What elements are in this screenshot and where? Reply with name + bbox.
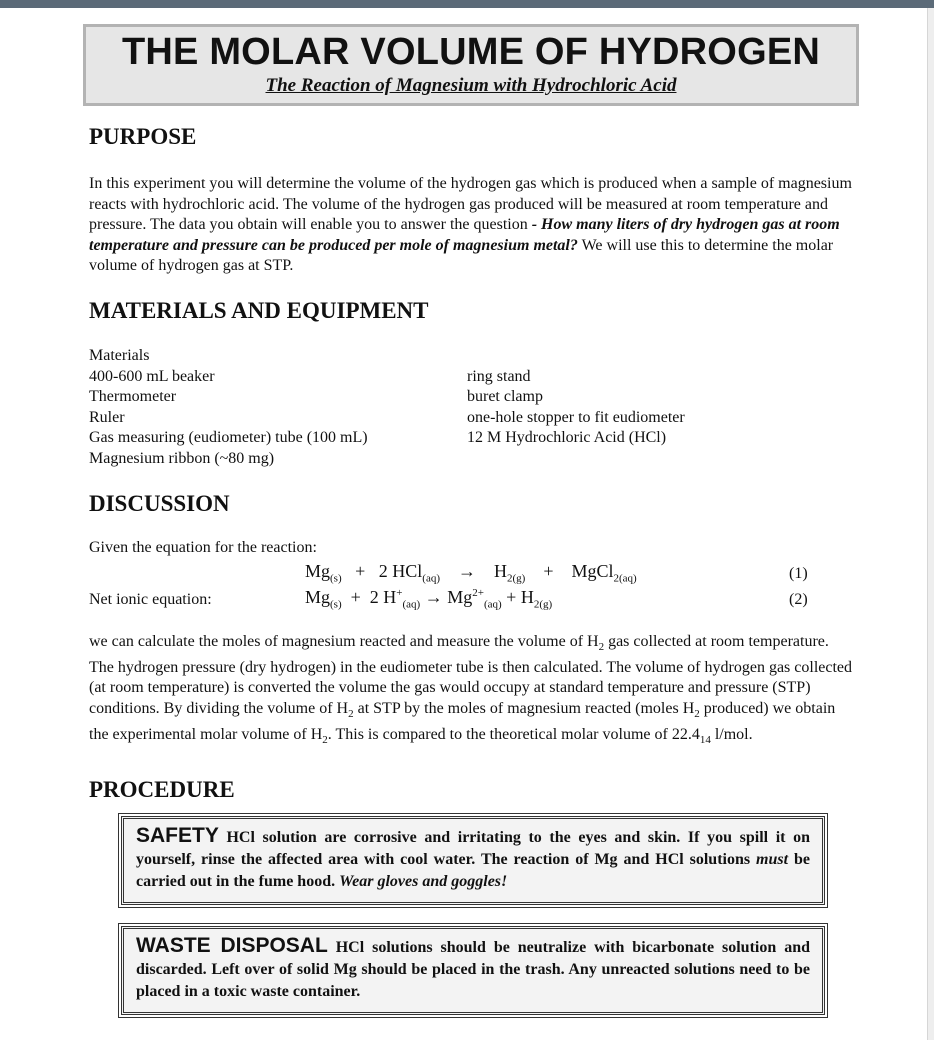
discussion-text: produced) we obtain the experimental molar volume of H bbox=[89, 699, 836, 743]
eq1-mgcl: MgCl bbox=[571, 561, 614, 581]
eq2-h2-state: 2(g) bbox=[533, 598, 553, 611]
purpose-text-2: We will use this to determine the molar volume of hydrogen gas at STP. bbox=[89, 236, 834, 275]
eq2-state-s: (s) bbox=[330, 598, 342, 611]
eq1-plus: + bbox=[355, 561, 366, 581]
page-subtitle: The Reaction of Magnesium with Hydrochloric Acid bbox=[265, 75, 677, 96]
subscript: 2 bbox=[348, 708, 354, 721]
net-ionic-label: Net ionic equation: bbox=[89, 591, 212, 608]
discussion-text: we can calculate the moles of magnesium reacted and measure the volume of H bbox=[89, 633, 599, 650]
equation-2-number: (2) bbox=[789, 591, 808, 608]
safety-text: be carried out in the fume hood. bbox=[136, 851, 811, 890]
purpose-heading: PURPOSE bbox=[89, 124, 197, 149]
subscript: 2 bbox=[598, 641, 605, 654]
subscript: 14 bbox=[699, 733, 711, 746]
eq1-hcl: HCl bbox=[392, 561, 423, 581]
eq2-h2: H bbox=[520, 587, 534, 607]
scrollbar-track[interactable] bbox=[927, 8, 934, 1040]
list-item: Thermometer bbox=[89, 388, 177, 406]
discussion-intro: Given the equation for the reaction: bbox=[89, 539, 317, 556]
eq1-state-s: (s) bbox=[330, 572, 342, 585]
waste-heading: WASTE DISPOSAL bbox=[136, 934, 328, 957]
equation-1 bbox=[305, 561, 637, 585]
eq1-h: H bbox=[494, 561, 508, 581]
top-bar bbox=[0, 0, 934, 8]
list-item: 12 M Hydrochloric Acid (HCl) bbox=[467, 429, 667, 447]
list-item: 400-600 mL beaker bbox=[89, 367, 215, 385]
list-item: one-hole stopper to fit eudiometer bbox=[467, 408, 685, 426]
safety-text: HCl solution are corrosive and irritating to the eyes and skin. If you spill it on yourself, rinse the affected area with cool water. The reaction of Mg and HCl solutions bbox=[136, 829, 810, 868]
discussion-text: . This is compared to the theoretical molar volume of 22.4 bbox=[327, 725, 700, 743]
eq1-state-aq: (aq) bbox=[422, 572, 441, 585]
subscript: 2 bbox=[694, 708, 700, 721]
eq2-mg-charge: 2+ bbox=[472, 587, 484, 599]
eq1-arrow: → bbox=[458, 561, 477, 581]
materials-label: Materials bbox=[89, 347, 150, 364]
eq1-h2-state: 2(g) bbox=[507, 572, 526, 585]
safety-warning: Wear gloves and goggles! bbox=[339, 873, 508, 890]
eq2-plus: + bbox=[350, 587, 361, 607]
discussion-text: at STP by the moles of magnesium reacted (moles H bbox=[353, 699, 695, 717]
materials-heading: MATERIALS AND EQUIPMENT bbox=[89, 298, 429, 323]
eq2-h-state: (aq) bbox=[402, 598, 421, 611]
title-box bbox=[83, 24, 859, 106]
eq2-h: H bbox=[383, 587, 397, 607]
list-item: ring stand bbox=[467, 367, 531, 385]
list-item: buret clamp bbox=[467, 388, 543, 406]
eq2-mg-state: (aq) bbox=[483, 598, 502, 611]
equation-2 bbox=[305, 587, 552, 611]
list-item: Gas measuring (eudiometer) tube (100 mL) bbox=[89, 429, 368, 447]
materials-left-list bbox=[89, 346, 368, 470]
eq1-coef: 2 bbox=[378, 561, 388, 581]
eq1-mg: Mg bbox=[305, 561, 331, 581]
list-item: Magnesium ribbon (~80 mg) bbox=[89, 449, 275, 467]
subscript: 2 bbox=[322, 733, 328, 746]
discussion-heading: DISCUSSION bbox=[89, 491, 230, 516]
materials-right-list bbox=[467, 367, 685, 449]
discussion-text: l/mol. bbox=[710, 725, 753, 743]
eq2-mg-ion: Mg bbox=[447, 587, 473, 607]
purpose-question: - How many liters of dry hydrogen gas at room temperature and pressure can be produced per mole of magnesium metal? bbox=[89, 216, 840, 254]
page-title: THE MOLAR VOLUME OF HYDROGEN bbox=[121, 31, 821, 73]
safety-heading: SAFETY bbox=[136, 824, 219, 847]
procedure-heading: PROCEDURE bbox=[89, 777, 235, 802]
eq2-arrow: → bbox=[424, 587, 443, 607]
discussion-paragraph bbox=[89, 632, 854, 751]
eq2-coef: 2 bbox=[369, 587, 379, 607]
safety-box bbox=[121, 816, 825, 905]
eq2-plus-2: + bbox=[506, 587, 517, 607]
safety-emphasis: must bbox=[756, 851, 789, 868]
waste-text: HCl solutions should be neutralize with bicarbonate solution and discarded. Left over of solid Mg should be placed in the trash. Any unreacted solutions need to be placed in a toxic waste container. bbox=[136, 939, 810, 1000]
discussion-text: gas collected at room temperature. The hydrogen pressure (dry hydrogen) in the eudiometer tube is then calculated. The volume of hydrogen gas collected (at room temperature) is converted the volume the gas would occupy at standard temperature and pressure (STP) conditions. By dividing the volume of H bbox=[89, 633, 853, 717]
purpose-text-1: In this experiment you will determine the volume of the hydrogen gas which is produced when a sample of magnesium reacts with hydrochloric acid. The volume of the hydrogen gas produced will be measured at room temperature and pressure. The data you obtain will enable you to answer the question bbox=[89, 175, 852, 234]
purpose-paragraph bbox=[89, 174, 854, 277]
list-item: Ruler bbox=[89, 408, 125, 426]
eq2-mg: Mg bbox=[305, 587, 331, 607]
waste-box bbox=[121, 926, 825, 1015]
eq1-mgcl-state: 2(aq) bbox=[613, 572, 637, 585]
eq2-h-charge: + bbox=[396, 587, 403, 599]
equation-1-number: (1) bbox=[789, 565, 808, 582]
eq1-plus-2: + bbox=[543, 561, 554, 581]
